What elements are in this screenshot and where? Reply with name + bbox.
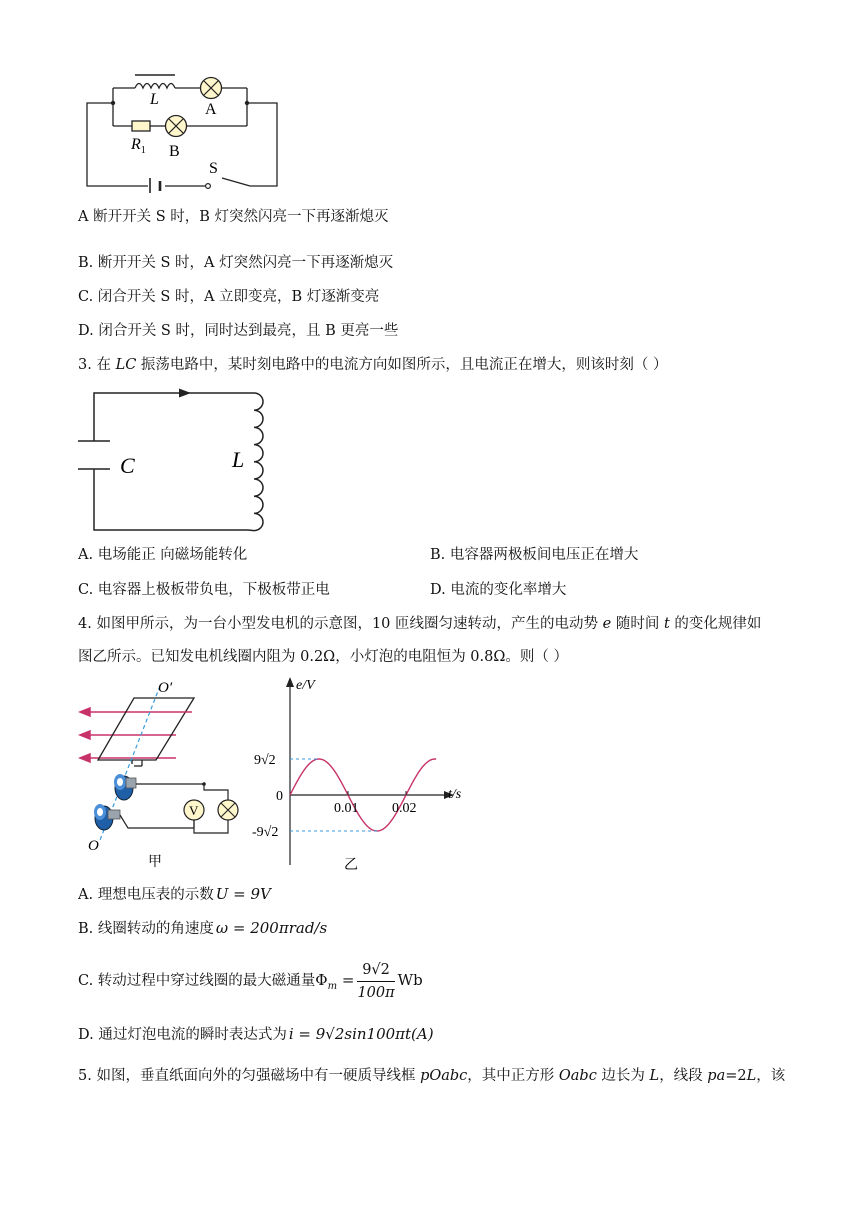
label-l-coil: L: [232, 447, 245, 472]
y-axis-label: e/V: [296, 678, 315, 693]
svg-text:V: V: [189, 803, 199, 818]
q3-stem: 3. 在 LC 振荡电路中，某时刻电路中的电流方向如图所示，且电流正在增大，则该时刻（ ）: [78, 357, 668, 373]
chart-caption-yi: 乙: [344, 858, 358, 873]
q3-option-b: B. 电容器两极板间电压正在增大: [430, 547, 639, 563]
caption-jia: 甲: [148, 855, 162, 870]
tick-label-pos: 9√2: [254, 753, 276, 768]
slip-ring-upper: [114, 774, 136, 800]
q2-option-c: C. 闭合开关 S 时，A 立即变亮，B 灯逐渐变亮: [78, 289, 380, 305]
label-o-prime: O′: [158, 680, 173, 696]
emf-time-chart: [252, 675, 472, 875]
tick-label-0-01: 0.01: [334, 801, 359, 816]
lc-circuit-diagram: [74, 385, 274, 537]
lamp-icon: [218, 800, 238, 820]
q2-option-a: A 断开开关 S 时，B 灯突然闪亮一下再逐渐熄灭: [78, 209, 389, 225]
label-c: C: [120, 453, 135, 478]
label-l: L: [150, 91, 159, 108]
q4-option-c: C. 转动过程中穿过线圈的最大磁通量$\Phi_m$ = $\frac{9√2}{100\pi}$ Wb: [78, 957, 423, 1010]
voltmeter-icon: [184, 800, 204, 820]
label-o: O: [88, 838, 99, 854]
q4-option-a: A. 理想电压表的示数 U = 9V: [78, 885, 271, 903]
label-s: S: [209, 160, 218, 177]
switch-pivot: [206, 184, 211, 189]
q5-stem: 5. 如图，垂直纸面向外的匀强磁场中有一硬质导线框 pOabc，其中正方形 Oabc 边长为 L，线段 pa=2L，该: [78, 1068, 786, 1084]
coil-loop: [98, 698, 194, 760]
tick-label-zero: 0: [276, 789, 283, 804]
tick-label-0-02: 0.02: [392, 801, 417, 816]
q4-option-b: B. 线圈转动的角速度 ω = 200πrad/s: [78, 919, 328, 937]
circuit-diagram-q2: [80, 68, 290, 193]
q2-option-d: D. 闭合开关 S 时，同时达到最亮，且 B 更亮一些: [78, 323, 399, 339]
q3-option-c: C. 电容器上极板带负电，下极板带正电: [78, 582, 330, 598]
label-r1: $R_1$: [131, 136, 146, 156]
q4-stem-line1: 4. 如图甲所示，为一台小型发电机的示意图，10 匝线圈匀速转动，产生的电动势 e 随时间 t 的变化规律如: [78, 616, 762, 632]
tick-label-neg: -9√2: [252, 825, 279, 840]
current-arrow-icon: [179, 389, 191, 398]
q4-stem-line2: 图乙所示。已知发电机线圈内阻为 0.2Ω，小灯泡的电阻恒为 0.8Ω。则（ ）: [78, 649, 568, 665]
q4-option-d: D. 通过灯泡电流的瞬时表达式为 i = 9√2sin100πt(A): [78, 1025, 434, 1043]
label-b: B: [169, 143, 180, 160]
q2-option-b: B. 断开开关 S 时，A 灯突然闪亮一下再逐渐熄灭: [78, 255, 394, 271]
lamp-b-icon: [166, 116, 187, 137]
label-a: A: [205, 101, 217, 118]
q3-option-d: D. 电流的变化率增大: [430, 582, 567, 598]
generator-figure: [76, 678, 246, 870]
resistor-r1: [132, 121, 150, 131]
y-axis-arrow-icon: [286, 677, 294, 687]
slip-ring-lower: [94, 804, 120, 830]
flux-fraction: $\frac{9√2}{100\pi}$: [357, 959, 394, 1004]
inductor-coil: [248, 393, 263, 531]
x-axis-label: t/s: [448, 787, 462, 802]
q3-option-a: A. 电场能正 向磁场能转化: [78, 547, 248, 563]
lamp-a-icon: [201, 78, 222, 99]
